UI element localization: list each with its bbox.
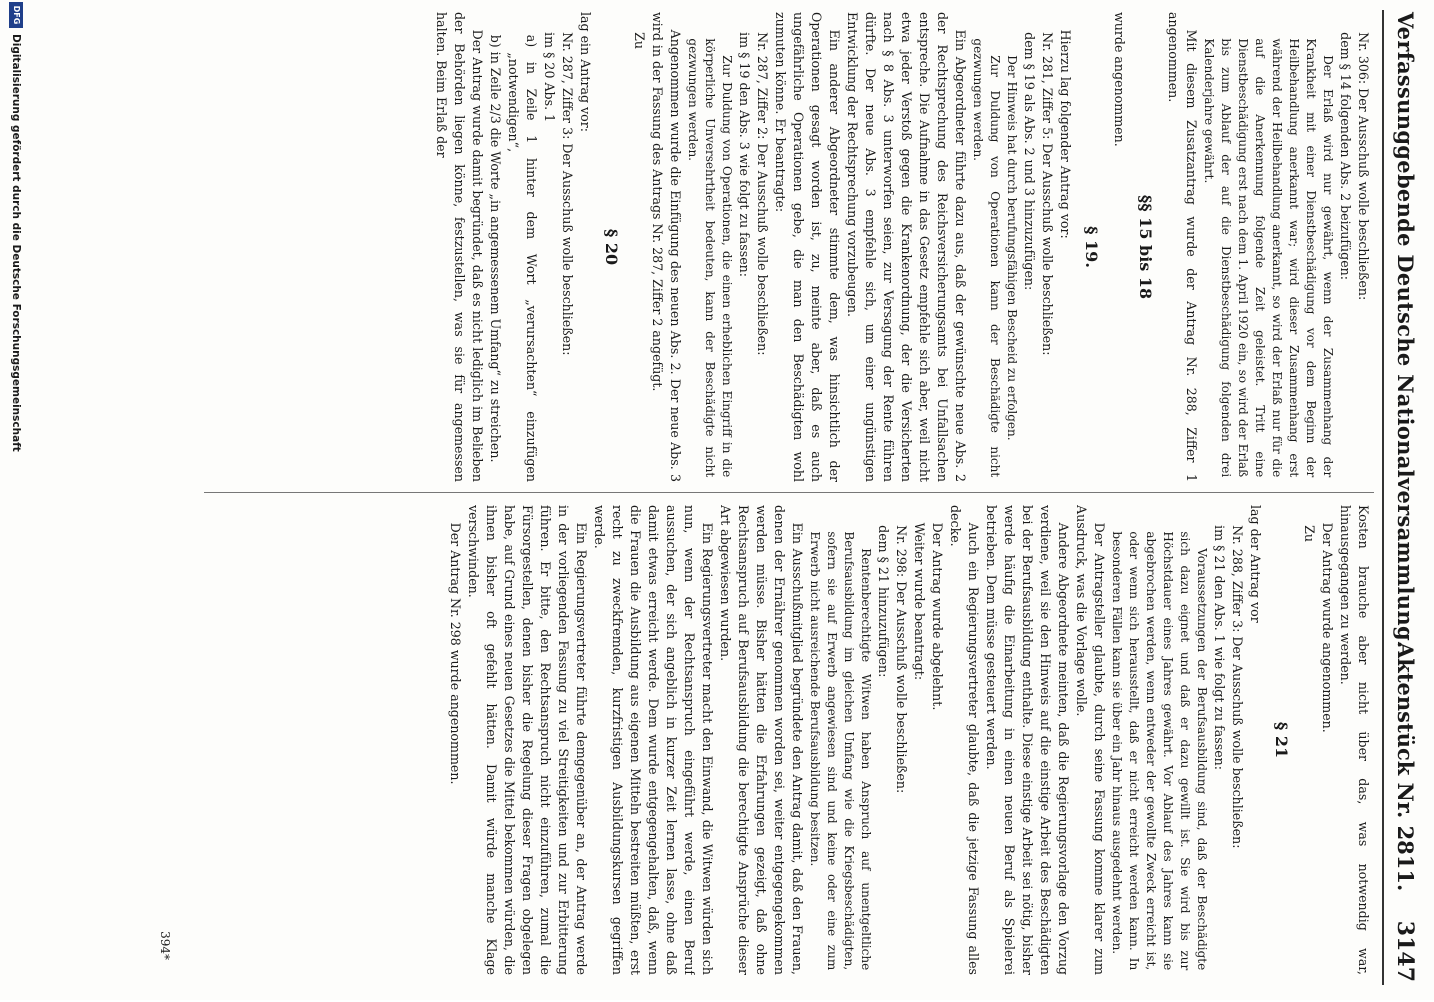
paragraph: Der Antragsteller glaubte, durch seine Fassung komme klarer zum Ausdruck, was die Vorlage wolle.: [1074, 505, 1107, 975]
paragraph: Nr. 287, Ziffer 3: Der Ausschuß wolle beschließen:: [560, 32, 575, 356]
paragraph: Zu: [1302, 525, 1317, 543]
paragraph: Nr. 288, Ziffer 3: Der Ausschuß wolle beschließen:: [1230, 525, 1245, 849]
paragraph: Der Antrag Nr. 298 wurde angenommen.: [448, 522, 463, 785]
paragraph: dem § 14 folgenden Abs. 2 beizufügen:: [1338, 32, 1353, 281]
paragraph: Hierzu lag folgender Antrag vor:: [1058, 29, 1073, 239]
paragraph: Ein anderer Abgeordneter stimmte dem, was hinsichtlich der Operationen gesagt worden ist, zu, meinte aber, daß es auch ungefährliche Operationen gebe, die man den Beschädigten wohl zumuten könne. Er beantragte:: [773, 12, 842, 482]
column-divider: [204, 492, 1374, 493]
paragraph: Ein Abgeordneter führte dazu aus, daß der gewünschte neue Abs. 2 der Rechtsprechung des Reichsversicherungsamts bei Unfallsachen entspreche. Die Aufnahme in das Gesetz empfehle sich aber, weil nicht etwa jeder Verstoß gegen die Krankenordnung, der die Versicherten nach § 8 Abs. 3 unterworfen seien, zur Versagung der Rente führen dürfte. Der neue Abs. 3 empfehle sich, um einer ungünstigen Entwicklung der Rechtsprechung vorzubeugen.: [845, 12, 968, 482]
document-number: Aktenstück Nr. 2811.: [1393, 642, 1418, 892]
paragraph: b) in Zeile 2/3 die Worte „in angemessenem Umfang“ zu streichen.: [488, 34, 503, 463]
section-heading: §§ 15 bis 18: [1136, 194, 1155, 300]
paragraph: Auch ein Regierungsvertreter glaubte, daß die jetzige Fassung alles decke.: [948, 505, 981, 975]
left-column: [172, 12, 1372, 482]
paragraph: im § 21 den Abs. 1 wie folgt zu fassen:: [1212, 525, 1227, 771]
digitization-credit: [6, 2, 26, 1002]
running-title: Verfassunggebende Deutsche Nationalversammlung.: [1393, 12, 1418, 649]
paragraph: a) in Zeile 1 hinter dem Wort „verursachten“ einzufügen „notwendigen“,: [506, 34, 539, 482]
section-heading: § 20: [602, 228, 621, 266]
signature-mark: 394*: [158, 931, 172, 960]
paragraph: Andere Abgeordnete meinten, daß die Regierungsvorlage den Vorzug verdiene, weil sie den Hinweis auf die einstige Arbeit des Beschädigten bei der Berufsausbildung enthalte. Diese einstige Arbeit sei nötig, bisher werde häufig die Einarbeitung in einen neuen Beruf als Spielerei betrieben. Dem müsse gesteuert werden.: [984, 505, 1071, 975]
paragraph: Nr. 287, Ziffer 2: Der Ausschuß wolle beschließen:: [755, 32, 770, 356]
paragraph: Der Antrag wurde damit begründet, daß es nicht lediglich im Belieben der Behörden liegen könne, festzustellen, was sie für angemessen halten. Beim Erlaß der: [434, 12, 485, 482]
paragraph: Weiter wurde beantragt:: [912, 522, 927, 681]
paragraph: Kosten brauche aber nicht über das, was notwendig war, hinausgegangen zu werden.: [1338, 505, 1371, 975]
section-heading: § 19.: [1082, 226, 1101, 268]
paragraph: Der Antrag wurde abgelehnt.: [930, 522, 945, 711]
paragraph: im § 20 Abs. 1: [542, 32, 557, 123]
paragraph: lag ein Antrag vor:: [578, 12, 593, 133]
page-header: [1378, 12, 1418, 982]
paragraph: Mit diesem Zusatzantrag wurde der Antrag Nr. 288, Ziffer 1 angenommen.: [1166, 12, 1199, 482]
paragraph: dem § 19 als Abs. 2 und 3 hinzuzufügen:: [1022, 32, 1037, 291]
paragraph: Nr. 298: Der Ausschuß wolle beschließen:: [894, 525, 909, 794]
paragraph: Ein Ausschußmitglied begründete den Antrag damit, daß den Frauen, denen der Ernährer genommen worden sei, weiter entgegengekommen werden müsse. Bisher hätten die Erfahrungen gezeigt, daß ohne Rechtsanspruch auf Berufsausbildung die berechtigte Ansprüche dieser Art abgewiesen wurden.: [718, 505, 805, 975]
right-column: [172, 505, 1372, 975]
paragraph: Rentenberechtigte Witwen haben Anspruch auf unentgeltliche Berufsausbildung im gleichen Umfang wie die Kriegsbeschädigten, sofern sie auf Erwerb angewiesen sind und keine oder eine zum Erwerb nicht ausreichende Berufsausbildung besitzen.: [808, 531, 873, 971]
paragraph: Ein Regierungsvertreter macht den Einwand, die Witwen würden sich nun, wenn der Rechtsanspruch eingeführt werde, einen Beruf aussuchen, der sich angeblich in kurzer Zeit lernen lasse, ohne daß damit etwas erreicht werde. Dem wurde entgegengehalten, daß, wenn die Frauen die Ausbildung aus eigenen Mitteln bestreiten müßten, erst recht zu zweckfremden, kurzfristigen Ausbildungskursen gegriffen werde.: [592, 505, 715, 975]
credit-text: Digitalisierung gefördert durch die Deutsche Forschungsgemeinschaft: [10, 34, 22, 452]
paragraph: lag der Antrag vor: [1248, 505, 1263, 623]
paragraph: Ein Regierungsvertreter führte demgegenüber an, der Antrag werde in der vorliegenden Fassung zu viel Streitigkeiten und zur Erbitterung führen. Er bitte, den Rechtsanspruch nicht einzuführen, zumal die Fürsorgestellen, denen bisher die Regelung dieser Fragen obgelegen habe, auf Grund eines neuen Gesetzes die Mittel bekommen würden, die ihnen bisher oft gefehlt hätten. Damit würde manche Klage verschwinden.: [466, 505, 589, 975]
paragraph: Der Erlaß wird nur gewährt, wenn der Zusammenhang der Krankheit mit einer Dienstbeschädigung vor dem Beginn der Heilbehandlung anerkannt war; wird dieser Zusammenhang erst während der Heilbehandlung anerkannt, so wird der Erlaß nur für die auf die Anerkennung folgende Zeit geleistet. Tritt eine Dienstbeschädigung erst nach dem 1. April 1920 ein, so wird der Erlaß bis zum Ablauf der auf die Dienstbeschädigung folgenden drei Kalenderjahre gewährt.: [1202, 38, 1335, 478]
paragraph: Der Hinweis hat durch berufungsfähigen Bescheid zu erfolgen.: [1005, 55, 1019, 441]
dfg-logo-icon: DFG: [9, 2, 23, 28]
paragraph: Zur Duldung von Operationen kann der Beschädigte nicht gezwungen werden.: [971, 38, 1002, 478]
paragraph: Angenommen wurde die Einfügung des neuen Abs. 2. Der neue Abs. 3 wird in der Fassung des Antrags Nr. 287, Ziffer 2 angefügt.: [650, 12, 683, 482]
paragraph: dem § 21 hinzuzufügen:: [876, 525, 891, 678]
paragraph: Voraussetzungen der Berufsausbildung sind, daß der Beschädigte sich dazu eignet und daß er dazu gewillt ist. Sie wird bis zur Höchstdauer eines Jahres gewährt. Vor Ablauf des Jahres kann sie abgebrochen werden, wenn entweder der gewollte Zweck erreicht ist, oder wenn sich herausstellt, daß er nicht erreicht werden kann. In besonderen Fällen kann sie über ein Jahr hinaus ausgedehnt werden.: [1110, 531, 1209, 971]
paragraph: Zur Duldung von Operationen, die einen erheblichen Eingriff in die körperliche Unversehrtheit bedeuten, kann der Beschädigte nicht gezwungen werden.: [686, 38, 734, 478]
paragraph: Zu: [632, 32, 647, 50]
section-heading: § 21: [1272, 721, 1291, 759]
paragraph: wurde angenommen.: [1112, 12, 1127, 147]
paragraph: Nr. 306: Der Ausschuß wolle beschließen:: [1356, 32, 1371, 301]
paragraph: im § 19 den Abs. 3 wie folgt zu fassen:: [737, 32, 752, 278]
page-number: 3147: [1392, 920, 1418, 982]
paragraph: Nr. 281, Ziffer 5: Der Ausschuß wolle beschließen:: [1040, 32, 1055, 356]
header-rule: [1382, 10, 1384, 985]
paragraph: Der Antrag wurde angenommen.: [1320, 522, 1335, 733]
